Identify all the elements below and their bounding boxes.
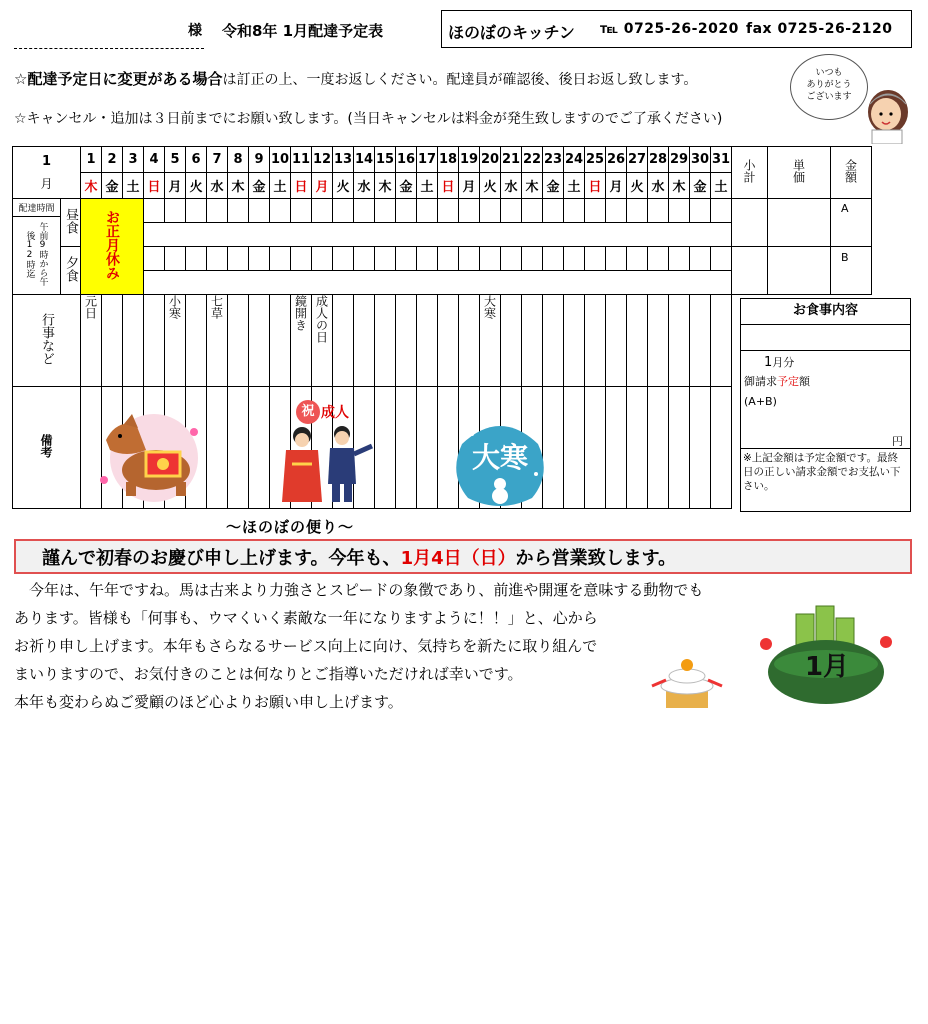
event-cell <box>543 295 564 387</box>
event-cell <box>669 295 690 387</box>
weekday-cell: 木 <box>522 173 543 199</box>
dinner-cell[interactable] <box>480 247 501 271</box>
dinner-cell[interactable] <box>165 247 186 271</box>
lunch-unit-price-cell[interactable] <box>768 199 831 247</box>
event-cell <box>438 295 459 387</box>
dinner-cell[interactable] <box>522 247 543 271</box>
day-number: 1 <box>81 147 102 173</box>
event-cell <box>165 295 186 387</box>
dinner-cell[interactable] <box>459 247 480 271</box>
unit-price-header: 単価 <box>768 147 831 199</box>
bubble-line: いつも <box>815 68 843 78</box>
meal-content-header: お食事内容 <box>740 298 911 325</box>
weekday-cell: 水 <box>501 173 522 199</box>
weekday-cell: 火 <box>627 173 648 199</box>
dinner-cell[interactable] <box>291 247 312 271</box>
remarks-cell <box>417 387 438 509</box>
shop-tel: ℡ 0725-26-2020 <box>600 21 739 37</box>
day-number: 3 <box>123 147 144 173</box>
notice-cancel: ☆キャンセル・追加は３日前までにお願い致します。(当日キャンセルは料金が発生致しますのでご了承ください) <box>14 111 723 127</box>
day-number: 12 <box>312 147 333 173</box>
billing-month: 1月分 <box>764 355 795 370</box>
day-number: 25 <box>585 147 606 173</box>
dinner-cell[interactable] <box>585 247 606 271</box>
lunch-cell[interactable] <box>396 199 417 223</box>
page-title: 令和8年 1月配達予定表 <box>222 22 384 40</box>
event-cell <box>396 295 417 387</box>
newsletter-title: ～ほのぼの便り～ <box>226 518 355 536</box>
day-number: 26 <box>606 147 627 173</box>
lunch-cell[interactable] <box>186 199 207 223</box>
event-cell <box>81 295 102 387</box>
day-number: 22 <box>522 147 543 173</box>
weekday-cell: 水 <box>648 173 669 199</box>
remarks-cell <box>228 387 249 509</box>
event-label: 元日 <box>83 295 98 319</box>
remarks-cell <box>648 387 669 509</box>
weekday-cell: 金 <box>690 173 711 199</box>
day-number: 24 <box>564 147 585 173</box>
weekday-cell: 日 <box>291 173 312 199</box>
day-number: 21 <box>501 147 522 173</box>
event-cell <box>501 295 522 387</box>
event-label: 鏡開き <box>293 295 308 331</box>
weekday-cell: 日 <box>144 173 165 199</box>
customer-name-line <box>14 18 204 49</box>
day-number: 10 <box>270 147 291 173</box>
remarks-cell <box>564 387 585 509</box>
dinner-cell[interactable] <box>606 247 627 271</box>
lunch-subtotal-cell[interactable] <box>732 199 768 247</box>
dinner-cell[interactable] <box>228 247 249 271</box>
lunch-cell[interactable] <box>627 199 648 223</box>
body-line: あります。皆様も「何事も、ウマくいく素敵な一年になりますように！！」と、心から <box>14 609 598 627</box>
weekday-cell: 土 <box>123 173 144 199</box>
lunch-cell[interactable] <box>480 199 501 223</box>
weekday-cell: 土 <box>417 173 438 199</box>
bubble-line: ありがとう <box>806 80 852 90</box>
event-cell <box>480 295 501 387</box>
kadomatsu-month-label: 1月 <box>804 652 850 682</box>
event-cell <box>102 295 123 387</box>
event-cell <box>459 295 480 387</box>
dinner-cell[interactable] <box>333 247 354 271</box>
delivery-time-cell <box>13 199 61 295</box>
dinner-cell[interactable] <box>564 247 585 271</box>
amount-a-label: A <box>841 202 849 215</box>
delivery-time-note: 午前9時から午後12時迄 <box>24 222 48 286</box>
customer-honorific: 様 <box>188 23 202 39</box>
weekday-cell: 火 <box>186 173 207 199</box>
body-line: まいりますので、お気付きのことは何なりとご指導いただければ幸いです。 <box>14 665 523 683</box>
daikan-label: 大寒 <box>471 441 528 474</box>
event-cell <box>228 295 249 387</box>
remarks-cell <box>606 387 627 509</box>
lunch-cell[interactable] <box>501 199 522 223</box>
notice-change <box>14 68 697 89</box>
event-cell <box>690 295 711 387</box>
event-label: 七草 <box>209 295 224 319</box>
weekday-cell: 月 <box>165 173 186 199</box>
lunch-cell[interactable] <box>711 199 732 223</box>
day-number: 29 <box>669 147 690 173</box>
lunch-cell[interactable] <box>438 199 459 223</box>
day-number: 13 <box>333 147 354 173</box>
body-line: 本年も変わらぬご愛顧のほど心よりお願い申し上げます。 <box>14 693 403 711</box>
weekday-cell: 金 <box>102 173 123 199</box>
shop-name: ほのぼのキッチン <box>448 23 575 42</box>
event-cell <box>144 295 165 387</box>
event-cell <box>522 295 543 387</box>
dinner-cell[interactable] <box>627 247 648 271</box>
day-number: 28 <box>648 147 669 173</box>
lunch-cell[interactable] <box>690 199 711 223</box>
dinner-cell[interactable] <box>396 247 417 271</box>
event-cell <box>375 295 396 387</box>
speech-bubble <box>790 54 868 120</box>
lunch-cell[interactable] <box>543 199 564 223</box>
weekday-cell: 金 <box>249 173 270 199</box>
event-cell <box>270 295 291 387</box>
new-year-holiday: お正月休み <box>81 199 144 295</box>
event-label: 小寒 <box>167 295 182 319</box>
lunch-cell[interactable] <box>585 199 606 223</box>
dinner-cell[interactable] <box>354 247 375 271</box>
lunch-cell[interactable] <box>564 199 585 223</box>
dinner-label: 夕食 <box>61 247 81 295</box>
day-number: 17 <box>417 147 438 173</box>
notice-change-rest: は訂正の上、一度お返しください。配達員が確認後、後日お返し致します。 <box>222 72 698 88</box>
event-cell <box>354 295 375 387</box>
dinner-amount-cell[interactable] <box>831 247 872 295</box>
lunch-cell[interactable] <box>228 199 249 223</box>
billing-formula: (A+B) <box>744 395 777 408</box>
weekday-cell: 月 <box>312 173 333 199</box>
day-number: 6 <box>186 147 207 173</box>
month-cell <box>13 147 81 199</box>
lunch-cell[interactable] <box>669 199 690 223</box>
event-label: 大寒 <box>482 295 497 319</box>
dinner-cell[interactable] <box>501 247 522 271</box>
weekday-cell: 金 <box>396 173 417 199</box>
day-number: 4 <box>144 147 165 173</box>
event-cell <box>123 295 144 387</box>
shop-fax: fax 0725-26-2120 <box>746 21 893 37</box>
remarks-cell <box>627 387 648 509</box>
dinner-cell[interactable] <box>543 247 564 271</box>
day-number: 27 <box>627 147 648 173</box>
dinner-cell[interactable] <box>375 247 396 271</box>
subtotal-header: 小計 <box>732 147 768 199</box>
day-number: 16 <box>396 147 417 173</box>
lunch-cell[interactable] <box>270 199 291 223</box>
remarks-cell <box>396 387 417 509</box>
billing-label: 御請求予定額 <box>744 375 810 388</box>
dinner-cell[interactable] <box>312 247 333 271</box>
events-label: 行事など <box>13 295 81 387</box>
weekday-cell: 木 <box>669 173 690 199</box>
coming-of-age-label: 成人 <box>321 405 349 421</box>
weekday-cell: 土 <box>564 173 585 199</box>
event-cell <box>333 295 354 387</box>
dinner-cell[interactable] <box>417 247 438 271</box>
event-cell <box>207 295 228 387</box>
event-cell <box>606 295 627 387</box>
billing-note: ※上記金額は予定金額です。最終日の正しい請求金額でお支払い下さい。 <box>743 452 901 492</box>
weekday-cell: 日 <box>438 173 459 199</box>
remarks-cell <box>585 387 606 509</box>
amount-b-label: B <box>841 251 849 264</box>
celebration-mark: 祝 <box>296 400 320 424</box>
staff-illustration-icon <box>858 82 916 144</box>
lunch-cell[interactable] <box>375 199 396 223</box>
lunch-cell[interactable] <box>312 199 333 223</box>
weekday-cell: 水 <box>207 173 228 199</box>
lunch-cell[interactable] <box>648 199 669 223</box>
billing-divider <box>740 448 911 449</box>
dinner-cell[interactable] <box>270 247 291 271</box>
lunch-cell[interactable] <box>417 199 438 223</box>
lunch-cell[interactable] <box>207 199 228 223</box>
body-line: 今年は、午年ですね。馬は古来より力強さとスピードの象徴であり、前進や開運を意味する動物でも <box>14 581 704 599</box>
day-number: 9 <box>249 147 270 173</box>
day-number: 23 <box>543 147 564 173</box>
lunch-cell[interactable] <box>333 199 354 223</box>
weekday-cell: 火 <box>480 173 501 199</box>
weekday-cell: 木 <box>375 173 396 199</box>
weekday-cell: 金 <box>543 173 564 199</box>
remarks-cell <box>207 387 228 509</box>
coming-of-age-illustration-icon <box>272 424 380 504</box>
dinner-subtotal-cell[interactable] <box>732 247 768 295</box>
weekday-cell: 月 <box>459 173 480 199</box>
day-number: 11 <box>291 147 312 173</box>
dinner-cell[interactable] <box>711 247 732 271</box>
meal-content-row <box>740 325 911 351</box>
event-cell <box>312 295 333 387</box>
remarks-cell <box>690 387 711 509</box>
yen-label: 円 <box>892 435 903 448</box>
newsletter-body <box>14 576 754 716</box>
day-number: 14 <box>354 147 375 173</box>
greeting-text: 謹んで初春のお慶び申し上げます。今年も、1月4日（日）から営業致します。 <box>42 548 677 569</box>
bubble-line: ございます <box>806 92 852 102</box>
dinner-cell[interactable] <box>648 247 669 271</box>
lunch-cell[interactable] <box>291 199 312 223</box>
day-number: 30 <box>690 147 711 173</box>
lunch-cell[interactable] <box>522 199 543 223</box>
day-number: 15 <box>375 147 396 173</box>
dinner-cell[interactable] <box>669 247 690 271</box>
remarks-cell <box>249 387 270 509</box>
day-number: 18 <box>438 147 459 173</box>
day-number: 31 <box>711 147 732 173</box>
event-label: 成人の日 <box>314 295 329 343</box>
lunch-amount-cell[interactable] <box>831 199 872 247</box>
event-cell <box>648 295 669 387</box>
event-cell <box>564 295 585 387</box>
event-cell <box>249 295 270 387</box>
dinner-unit-price-cell[interactable] <box>768 247 831 295</box>
horse-illustration-icon <box>96 410 204 505</box>
dinner-cell[interactable] <box>438 247 459 271</box>
remarks-cell <box>711 387 732 509</box>
month-number: 1 <box>41 153 52 169</box>
lunch-label: 昼食 <box>61 199 81 247</box>
weekday-cell: 火 <box>333 173 354 199</box>
day-number: 7 <box>207 147 228 173</box>
day-number: 2 <box>102 147 123 173</box>
event-cell <box>627 295 648 387</box>
event-cell <box>711 295 732 387</box>
dinner-cell[interactable] <box>144 247 165 271</box>
event-cell <box>585 295 606 387</box>
lunch-cell[interactable] <box>606 199 627 223</box>
kagamimochi-illustration-icon <box>646 656 728 710</box>
weekday-cell: 土 <box>711 173 732 199</box>
body-line: お祈り申し上げます。本年もさらなるサービス向上に向け、気持ちを新たに取り組んで <box>14 637 598 655</box>
delivery-time-label: 配達時間 <box>13 199 60 217</box>
day-number: 5 <box>165 147 186 173</box>
weekday-cell: 水 <box>354 173 375 199</box>
lunch-cell[interactable] <box>249 199 270 223</box>
day-number: 20 <box>480 147 501 173</box>
weekday-cell: 木 <box>81 173 102 199</box>
dinner-cell[interactable] <box>186 247 207 271</box>
weekday-cell: 土 <box>270 173 291 199</box>
month-label: 月 <box>40 176 53 191</box>
remarks-cell <box>669 387 690 509</box>
day-number: 19 <box>459 147 480 173</box>
weekday-cell: 日 <box>585 173 606 199</box>
lunch-cell[interactable] <box>354 199 375 223</box>
dinner-cell[interactable] <box>249 247 270 271</box>
day-number: 8 <box>228 147 249 173</box>
remarks-label: 備考 <box>13 387 81 509</box>
lunch-cell[interactable] <box>165 199 186 223</box>
event-cell <box>291 295 312 387</box>
dinner-cell[interactable] <box>690 247 711 271</box>
amount-header: 金額 <box>831 147 872 199</box>
lunch-cell[interactable] <box>459 199 480 223</box>
event-cell <box>417 295 438 387</box>
event-cell <box>186 295 207 387</box>
weekday-cell: 木 <box>228 173 249 199</box>
notice-change-bold: ☆配達予定日に変更がある場合 <box>14 70 223 88</box>
weekday-cell: 月 <box>606 173 627 199</box>
lunch-cell[interactable] <box>144 199 165 223</box>
dinner-cell[interactable] <box>207 247 228 271</box>
